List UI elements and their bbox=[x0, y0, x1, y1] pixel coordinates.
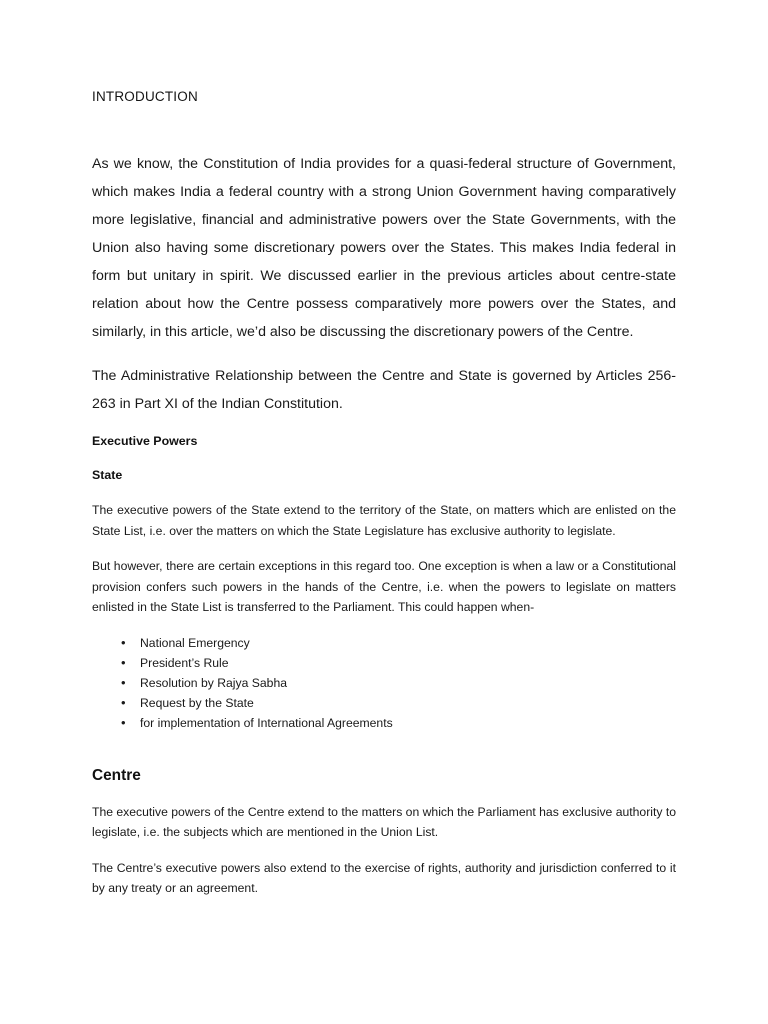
intro-paragraph-1: As we know, the Constitution of India provides for a quasi-federal structure of Government, which makes India a federal country with a strong Union Government having comparatively more legislative, financial and administrative powers over the State Governments, with the Union also having some discretionary powers over the States. This makes India federal in form but unitary in spirit. We discussed earlier in the previous articles about centre-state relation about how the Centre possess comparatively more powers over the States, and similarly, in this article, we’d also be discussing the discretionary powers of the Centre. bbox=[92, 156, 676, 340]
bullet-icon: • bbox=[121, 694, 126, 710]
subsection-heading-state: State bbox=[92, 468, 123, 482]
bullet-icon: • bbox=[121, 674, 126, 690]
centre-paragraph-1: The executive powers of the Centre extend to the matters on which the Parliament has exclusive authority to legislate, i.e. the subjects which are mentioned in the Union List. bbox=[92, 804, 676, 839]
section-spacer bbox=[92, 733, 676, 766]
page-title: INTRODUCTION bbox=[92, 89, 198, 104]
bullet-icon: • bbox=[121, 654, 126, 670]
bullet-icon: • bbox=[121, 714, 126, 730]
intro-paragraph-2: The Administrative Relationship between the Centre and State is governed by Articles 256-263 in Part XI of the Indian Constitution. bbox=[92, 368, 676, 412]
section-heading-executive-powers: Executive Powers bbox=[92, 434, 198, 448]
list-item-label: Request by the State bbox=[140, 695, 254, 710]
exceptions-bullet-list bbox=[92, 633, 676, 733]
list-item bbox=[92, 693, 676, 713]
list-item bbox=[92, 673, 676, 693]
list-item-label: President’s Rule bbox=[140, 655, 229, 670]
centre-paragraph-2: The Centre’s executive powers also extend to the exercise of rights, authority and jurisdiction conferred to it by any treaty or an agreement. bbox=[92, 860, 676, 895]
list-item-label: Resolution by Rajya Sabha bbox=[140, 675, 288, 690]
bullet-icon: • bbox=[121, 634, 126, 650]
list-item bbox=[92, 713, 676, 733]
list-item bbox=[92, 653, 676, 673]
state-paragraph-1: The executive powers of the State extend to the territory of the State, on matters which are enlisted on the State List, i.e. over the matters on which the State Legislature has exclusive authority to legislate. bbox=[92, 503, 676, 538]
subsection-heading-centre: Centre bbox=[92, 766, 141, 784]
state-paragraph-2: But however, there are certain exceptions in this regard too. One exception is when a law or a Constitutional provision confers such powers in the hands of the Centre, i.e. when the powers to legislate on matters enlisted in the State List is transferred to the Parliament. This could happen when- bbox=[92, 559, 676, 614]
list-item-label: National Emergency bbox=[140, 635, 250, 650]
list-item-label: for implementation of International Agreements bbox=[140, 715, 393, 730]
list-item bbox=[92, 633, 676, 653]
document-content bbox=[92, 88, 676, 914]
